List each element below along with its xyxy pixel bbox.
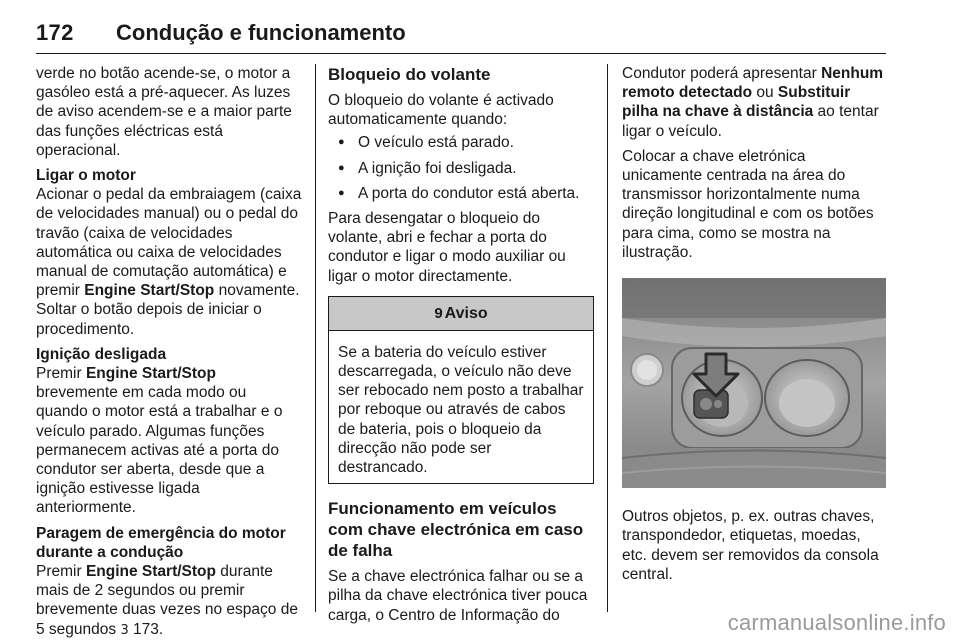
column-1	[36, 64, 302, 642]
text-run: brevemente em cada modo ou quando o motor está a trabalhar e o veículo parado. Algumas funções permanecem activas até a porta do condutor ser aberta, desde que a ignição estivesse ligada anteriormente.	[36, 384, 283, 517]
intro-paragraph: verde no botão acende-se, o motor a gasóleo está a pré-aquecer. As luzes de aviso acendem-se e a maior parte das funções eléctricas está operacional.	[36, 65, 292, 159]
message-replace-battery: Substituir pilha na chave à distância	[622, 84, 851, 121]
text-run: Premir	[36, 563, 86, 581]
warning-title: Aviso	[444, 304, 488, 322]
list-item: ● A porta do condutor está aberta.	[328, 184, 594, 203]
center-console-key-illustration	[622, 278, 886, 488]
emergency-stop-paragraph	[36, 562, 302, 640]
page-header	[36, 20, 886, 54]
no-remote-paragraph	[622, 64, 888, 141]
steering-lock-conditions	[328, 133, 594, 203]
warning-triangle-icon: 9	[434, 304, 443, 322]
key-placement-paragraph: Colocar a chave eletrónica unicamente centrada na área do transmissor horizontalmente numa direção longitudinal e com os botões para cima, como se mostra na ilustração.	[622, 147, 874, 261]
start-engine-paragraph	[36, 185, 302, 339]
text-run: Condutor poderá apresentar	[622, 65, 822, 82]
list-item: ● A ignição foi desligada.	[328, 159, 594, 178]
text-run: ou	[752, 84, 778, 102]
section-title-emergency-stop: Paragem de emergência do motor durante a condução	[36, 524, 286, 561]
page-reference-arrow-icon[interactable]: 3	[120, 622, 129, 638]
chapter-title: Condução e funcionamento	[116, 20, 406, 45]
text-run: durante mais de 2 segundos ou premir brevemente duas vezes no espaço de 5 segundos	[36, 563, 298, 638]
button-name-engine-start-stop: Engine Start/Stop	[84, 282, 215, 300]
list-item: ● O veículo está parado.	[328, 133, 594, 152]
section-title-ignition-off: Ignição desligada	[36, 345, 167, 363]
text-run: ao tentar ligar o veículo.	[622, 103, 879, 140]
page-number: 172	[36, 20, 74, 45]
button-name-engine-start-stop: Engine Start/Stop	[85, 563, 216, 581]
column-divider	[607, 64, 608, 612]
section-title-start-engine: Ligar o motor	[36, 167, 136, 185]
ignition-off-paragraph	[36, 364, 302, 518]
watermark: carmanualsonline.info	[727, 610, 946, 635]
section-title-steering-lock: Bloqueio do volante	[328, 65, 491, 84]
warning-box	[328, 296, 594, 484]
button-name-engine-start-stop: Engine Start/Stop	[85, 365, 216, 383]
column-3	[622, 64, 888, 584]
warning-text: Se a bateria do veículo estiver descarregada, o veículo não deve ser rebocado nem posto a trabalhar por reboque ou através de cabos de bateria, pois o bloqueio da direcção não pode ser destrancado.	[338, 343, 584, 477]
steering-lock-intro: O bloqueio do volante é activado automaticamente quando:	[328, 92, 554, 129]
section-title-key-failure: Funcionamento em veículos com chave electrónica em caso de falha	[328, 499, 584, 561]
text-run: Acionar o pedal da embraiagem (caixa de velocidades manual) ou o pedal do travão (caixa de velocidades automática ou caixa de velocidades manual de comutação automática) e premir	[36, 186, 302, 300]
column-2	[328, 64, 594, 625]
warning-header	[329, 297, 593, 331]
text-run: Premir	[36, 365, 86, 383]
remove-objects-paragraph: Outros objetos, p. ex. outras chaves, transpondedor, etiquetas, moedas, etc. devem ser removidos da consola central.	[622, 508, 879, 583]
steering-lock-release: Para desengatar o bloqueio do volante, abri e fechar a porta do condutor e ligar o modo auxiliar ou ligar o motor directamente.	[328, 210, 566, 285]
message-no-remote: Nenhum remoto detectado	[622, 65, 884, 102]
page-reference-link[interactable]: 173.	[128, 620, 164, 638]
column-divider	[315, 64, 316, 612]
key-failure-paragraph: Se a chave electrónica falhar ou se a pilha da chave electrónica tiver pouca carga, o Centro de Informação do	[328, 568, 588, 624]
text-run: novamente. Soltar o botão depois de iniciar o procedimento.	[36, 282, 300, 338]
